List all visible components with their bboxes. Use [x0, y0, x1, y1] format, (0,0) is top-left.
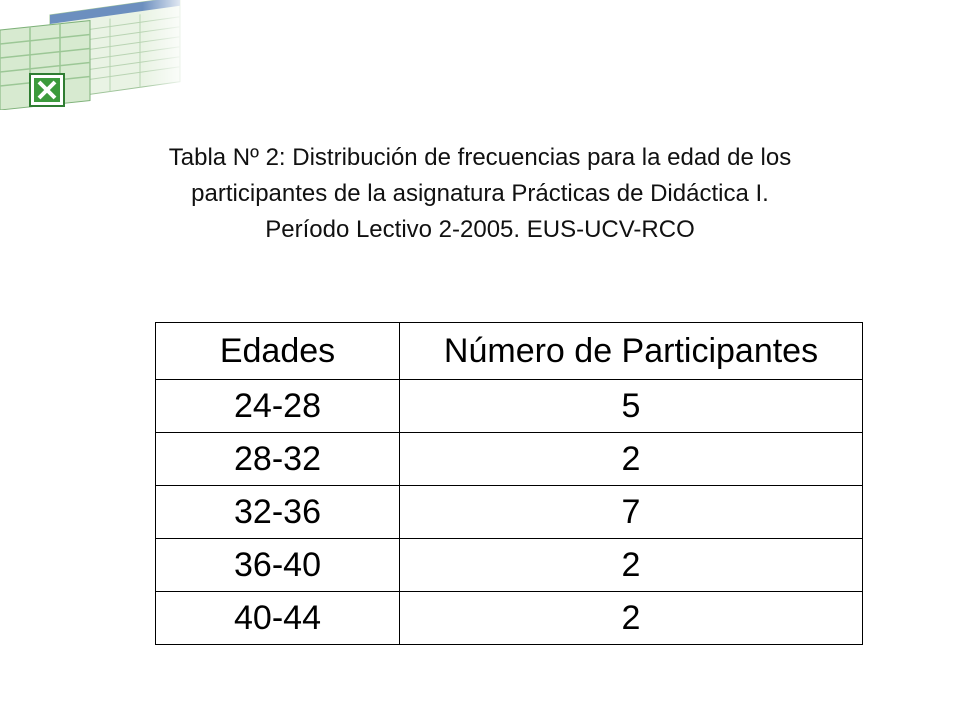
cell-participantes: 2	[400, 592, 863, 645]
excel-logo-icon	[0, 0, 190, 110]
column-header-participantes: Número de Participantes	[400, 323, 863, 380]
title-line-2: participantes de la asignatura Prácticas de Didáctica I.	[191, 180, 769, 207]
cell-edades: 32-36	[156, 486, 400, 539]
table-row	[156, 380, 863, 433]
table-row	[156, 486, 863, 539]
page-title	[40, 140, 920, 248]
table-row	[156, 433, 863, 486]
title-line-3: Período Lectivo 2-2005. EUS-UCV-RCO	[265, 216, 695, 243]
table-header-row	[156, 323, 863, 380]
cell-participantes: 2	[400, 539, 863, 592]
cell-participantes: 7	[400, 486, 863, 539]
table-row	[156, 539, 863, 592]
cell-edades: 24-28	[156, 380, 400, 433]
cell-participantes: 5	[400, 380, 863, 433]
cell-participantes: 2	[400, 433, 863, 486]
column-header-edades: Edades	[156, 323, 400, 380]
cell-edades: 28-32	[156, 433, 400, 486]
cell-edades: 40-44	[156, 592, 400, 645]
frequency-table	[155, 322, 863, 645]
table-row	[156, 592, 863, 645]
cell-edades: 36-40	[156, 539, 400, 592]
title-line-1: Tabla Nº 2: Distribución de frecuencias para la edad de los	[168, 144, 792, 171]
